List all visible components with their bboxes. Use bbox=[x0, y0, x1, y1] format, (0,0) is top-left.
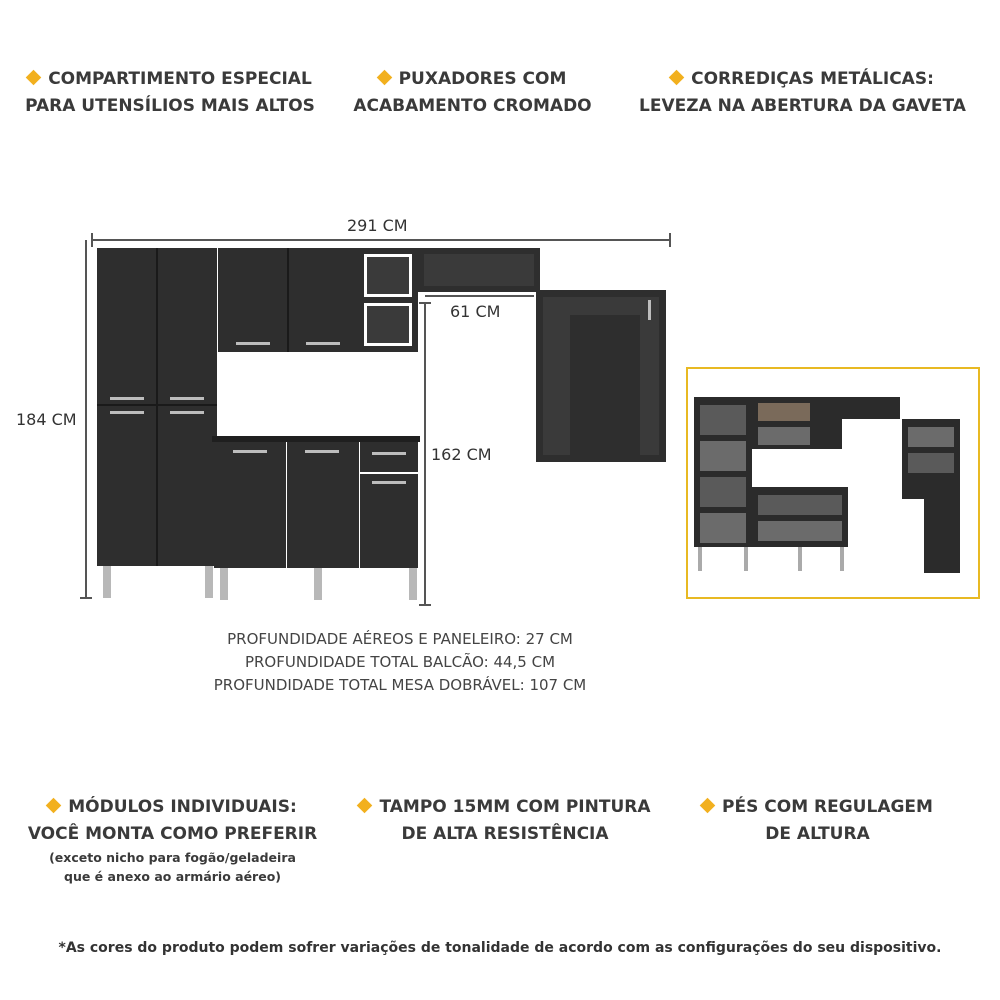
base-cabinets bbox=[212, 436, 420, 600]
feature-chrome-handles: PUXADORES COM ACABAMENTO CROMADO bbox=[353, 69, 592, 116]
product-photo bbox=[686, 367, 980, 599]
depth-upper: PROFUNDIDADE AÉREOS E PANELEIRO: 27 CM bbox=[227, 630, 573, 648]
feature-countertop: TAMPO 15MM COM PINTURA DE ALTA RESISTÊNCIA bbox=[345, 794, 665, 848]
corner-dimension-label: 61 CM bbox=[450, 302, 501, 321]
depth-specs bbox=[0, 628, 800, 697]
counter-height-dimension-line bbox=[419, 303, 431, 605]
feature-metal-slides: CORREDIÇAS METÁLICAS: LEVEZA NA ABERTURA DA GAVETA bbox=[639, 69, 966, 116]
counter-height-dimension-label: 162 CM bbox=[431, 445, 492, 464]
diamond-bullet-icon bbox=[46, 798, 62, 814]
tall-pantry-cabinet bbox=[97, 248, 217, 598]
height-dimension-line bbox=[80, 240, 92, 598]
diamond-bullet-icon bbox=[357, 798, 373, 814]
furnished-kitchen-illustration bbox=[688, 369, 978, 597]
upper-cabinets bbox=[218, 248, 540, 352]
width-dimension-label: 291 CM bbox=[347, 216, 408, 235]
feature-tall-utensils: COMPARTIMENTO ESPECIAL PARA UTENSÍLIOS MAIS ALTOS bbox=[25, 69, 315, 116]
depth-counter: PROFUNDIDADE TOTAL BALCÃO: 44,5 CM bbox=[244, 653, 556, 671]
feature-adjustable-feet: PÉS COM REGULAGEM DE ALTURA bbox=[690, 794, 945, 848]
diamond-bullet-icon bbox=[700, 798, 716, 814]
depth-table: PROFUNDIDADE TOTAL MESA DOBRÁVEL: 107 CM bbox=[213, 676, 587, 694]
width-dimension-line bbox=[92, 233, 670, 247]
folding-table-cabinet bbox=[536, 290, 666, 462]
feature-individual-modules: MÓDULOS INDIVIDUAIS: VOCÊ MONTA COMO PREFERIR (exceto nicho para fogão/geladeira que é anexo ao armário aéreo) bbox=[27, 797, 318, 884]
color-disclaimer: *As cores do produto podem sofrer variações de tonalidade de acordo com as configurações do seu dispositivo. bbox=[58, 940, 942, 956]
height-dimension-label: 184 CM bbox=[16, 410, 77, 429]
